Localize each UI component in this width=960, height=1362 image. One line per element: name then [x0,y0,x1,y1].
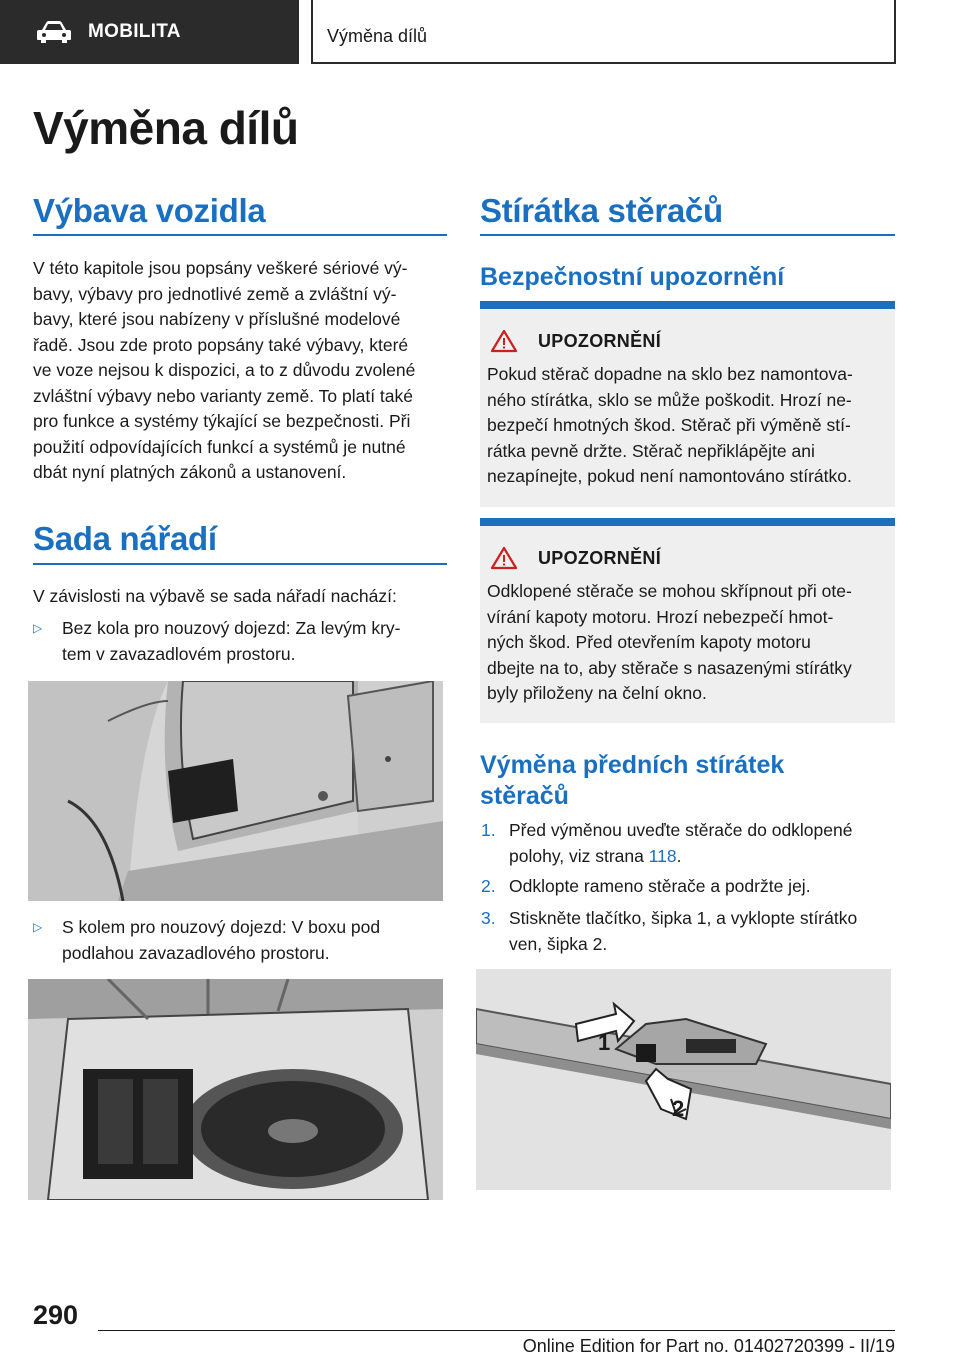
heading-rule [33,563,447,565]
text-line: nezapínejte, pokud není namontováno stírátko. [487,466,852,486]
spare-wheel-box-image [28,979,443,1200]
page-reference-link[interactable]: 118 [648,845,677,866]
warning-header [490,329,661,353]
step-number: 1. [481,820,496,840]
text-fragment: . [676,845,682,866]
wiper-blade-image [476,969,891,1190]
list-item [33,915,381,966]
text-line: ného stírátka, sklo se může poškodit. Hrozí ne‐ [487,389,852,410]
text-line: podlahou zavazadlového prostoru. [62,942,330,963]
step-1 [481,818,853,869]
warning-box [480,301,895,507]
vybava-paragraph [33,256,415,486]
text-line: řadě. Jsou zde proto popsány také výbavy, které [33,334,409,355]
text-line: Před výměnou uveďte stěrače do odklopené [509,820,853,840]
warning-title: UPOZORNĚNÍ [538,330,662,351]
heading-sada-naradi: Sada nářadí [33,520,217,557]
text-line: Pokud stěrač dopadne na sklo bez namontova‐ [487,364,853,384]
bullet-triangle-icon: ▷ [33,920,43,934]
edition-footer: Online Edition for Part no. 01402720399 - II/19 [522,1336,895,1356]
list-item [33,616,401,667]
text-line: zvláštní výbavy nebo varianty země. To platí také [33,385,414,406]
text-line: ve voze nejsou k dispozici, a to z důvodu zvolené [33,360,416,380]
heading-line: Výměna předních stírátek [480,751,785,779]
text-line: S kolem pro nouzový dojezd: V boxu pod [62,917,381,937]
warning-box [480,518,895,723]
warning-text [487,362,887,490]
sada-intro: V závislosti na výbavě se sada nářadí nachází: [33,586,397,606]
text-line: ných škod. Před otevřením kapoty motoru [487,632,811,652]
text-line: ven, šipka 2. [509,933,608,954]
warning-triangle-icon [490,329,518,353]
heading-vybava-vozidla: Výbava vozidla [33,192,266,229]
heading-rule [480,234,895,236]
chapter-label: Výměna dílů [327,26,428,46]
text-line: rátka pevně držte. Stěrač nepřiklápějte ani [487,440,815,461]
step-2 [481,874,811,900]
text-line: bavy, výbavy pro jednotlivé země a zvláštní vý‐ [33,283,397,304]
text-line: Stiskněte tlačítko, šipka 1, a vyklopte stírátko [509,908,858,928]
warning-header [490,546,661,570]
text-line [509,844,852,870]
car-icon [36,20,72,44]
step-number: 2. [481,876,496,896]
bullet-triangle-icon: ▷ [33,621,43,635]
heading-stiratka: Stírátka stěračů [480,192,723,229]
text-line: bezpečí hmotných škod. Stěrač při výměně stí‐ [487,415,851,435]
step-3 [481,906,858,957]
text-line: Bez kola pro nouzový dojezd: Za levým kry‐ [62,618,401,638]
text-line: bavy, které jsou nabízeny v příslušné modelové [33,309,401,329]
step-number: 3. [481,908,496,928]
text-line: vírání kapoty motoru. Hrozí nebezpečí hmot‐ [487,606,834,627]
footer-rule [98,1330,895,1331]
text-line: Odklopte rameno stěrače a podržte jej. [509,876,811,896]
text-line: dbát nyní platných zákonů a ustanovení. [33,462,347,482]
text-line: tem v zavazadlovém prostoru. [62,643,296,664]
page-number: 290 [33,1300,79,1330]
page-title: Výměna dílů [33,102,299,154]
text-line: V této kapitole jsou popsány veškeré sériové vý‐ [33,258,408,278]
chapter-tab [311,0,896,64]
text-fragment: polohy, viz strana [509,845,649,866]
text-line: byly přiloženy na čelní okno. [487,683,707,703]
text-line: dbejte na to, aby stěrače s nasazenými stírátky [487,657,852,678]
text-line: Odklopené stěrače se mohou skřípnout při ote‐ [487,581,852,601]
heading-rule [33,234,447,236]
heading-bezpecnostni-upozorneni: Bezpečnostní upozornění [480,263,785,291]
heading-vymena-prednich-stiratek [480,750,784,812]
trunk-side-panel-image [28,681,443,901]
text-line: pro funkce a systémy týkající se bezpečnosti. Při [33,411,411,431]
heading-line: stěračů [480,782,569,810]
text-line: použití odpovídajících funkcí a systémů je nutné [33,436,406,457]
figure-label-2: 2 [672,1096,685,1121]
warning-text [487,579,887,707]
figure-label-1: 1 [598,1030,611,1055]
section-tab [0,0,299,64]
warning-triangle-icon [490,546,518,570]
warning-title: UPOZORNĚNÍ [538,547,662,568]
section-label: MOBILITA [88,21,181,42]
